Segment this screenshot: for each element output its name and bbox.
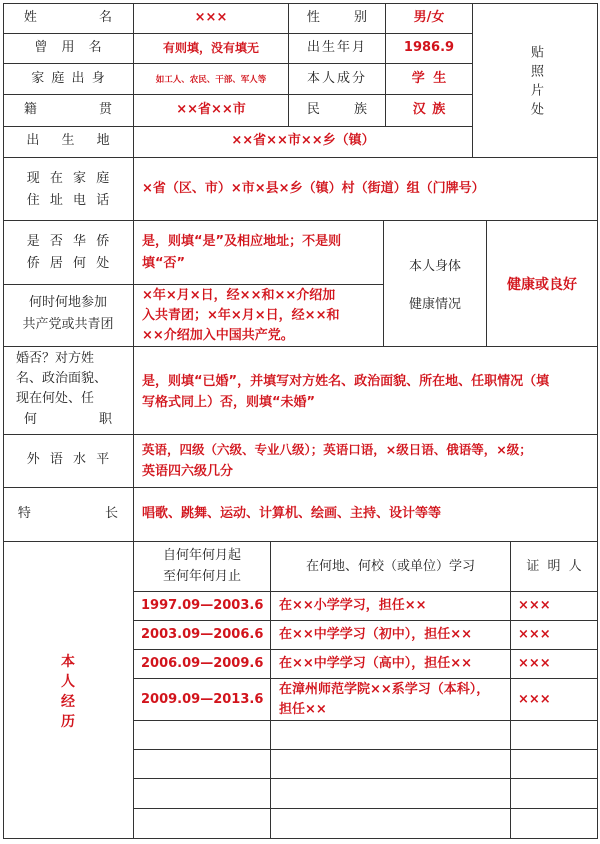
value-birthplace[interactable]: ××省××市××乡（镇）: [231, 133, 375, 148]
value-gender[interactable]: 男/女: [413, 10, 445, 25]
label-experience: 本人经历: [61, 654, 75, 730]
exp-row-period[interactable]: 2003.09—2006.6: [141, 627, 264, 642]
label-former-name: 曾 用 名: [34, 40, 102, 55]
exp-row-where-cont[interactable]: 担任××: [279, 702, 327, 717]
exp-row-where[interactable]: 在××中学学习（高中），担任××: [279, 656, 473, 671]
label-party-2: 共产党或共青团: [22, 317, 114, 332]
label-party-1: 何时何地参加: [28, 295, 107, 310]
value-personal-status[interactable]: 学 生: [411, 71, 447, 86]
exp-header-where: 在何地、何校（或单位）学习: [305, 559, 475, 574]
value-health[interactable]: 健康或良好: [507, 277, 577, 293]
label-family-origin: 家 庭 出 身: [31, 71, 105, 86]
exp-row-where[interactable]: 在××中学学习（初中），担任××: [279, 627, 473, 642]
label-overseas-2: 侨 居 何 处: [26, 256, 110, 271]
label-birth-date: 出生年月: [306, 40, 367, 55]
value-native-place[interactable]: ××省××市: [176, 102, 246, 117]
value-birth-date[interactable]: 1986.9: [403, 40, 455, 55]
exp-empty-row[interactable]: [134, 750, 597, 778]
value-specialty[interactable]: 唱歌、跳舞、运动、计算机、绘画、主持、设计等等: [142, 506, 442, 521]
exp-row-witness[interactable]: ×××: [518, 656, 551, 671]
value-former-name[interactable]: 有则填，没有填无: [162, 41, 259, 55]
value-party-1[interactable]: ×年×月×日，经××和××介绍加: [142, 288, 336, 303]
value-language-1[interactable]: 英语，四级（六级、专业八级）；英语口语，×级日语、俄语等，×级；: [142, 442, 532, 457]
exp-header-witness: 证 明 人: [526, 559, 582, 574]
label-marriage-2: 名、政治面貌、: [16, 371, 108, 386]
exp-empty-row[interactable]: [134, 779, 597, 808]
photo-placeholder: 贴照片处: [528, 45, 543, 121]
exp-row-witness[interactable]: ×××: [518, 598, 551, 613]
value-language-2[interactable]: 英语四六级几分: [142, 464, 234, 479]
exp-header-period-2: 至何年何月止: [162, 569, 241, 584]
exp-empty-row[interactable]: [134, 721, 597, 749]
value-ethnicity[interactable]: 汉 族: [412, 102, 446, 117]
exp-row-where[interactable]: 在漳州师范学院××系学习（本科），: [279, 682, 490, 697]
value-overseas-2[interactable]: 填“否”: [142, 256, 186, 271]
label-overseas-1: 是 否 华 侨: [26, 234, 110, 249]
label-specialty: 特 长: [17, 506, 119, 521]
label-birthplace: 出 生 地: [26, 133, 110, 148]
value-family-origin[interactable]: 如工人、农民、干部、军人等: [155, 75, 267, 85]
label-health-1: 本人身体: [408, 259, 461, 274]
value-address[interactable]: ×省（区、市）×市×县×乡（镇）村（街道）组（门牌号）: [142, 181, 485, 196]
label-personal-status: 本人成分: [306, 71, 367, 86]
label-language: 外 语 水 平: [26, 452, 110, 467]
label-native-place: 籍 贯: [23, 102, 113, 117]
value-name[interactable]: ×××: [194, 10, 228, 25]
exp-row-period[interactable]: 1997.09—2003.6: [141, 598, 264, 613]
value-overseas-1[interactable]: 是，则填“是”及相应地址；不是则: [142, 234, 342, 249]
label-marriage-1: 婚否？对方姓: [16, 351, 95, 366]
label-ethnicity: 民 族: [306, 102, 368, 117]
exp-row-period[interactable]: 2006.09—2009.6: [141, 656, 264, 671]
value-party-3[interactable]: ××介绍加入中国共产党。: [142, 328, 294, 343]
exp-row-period[interactable]: 2009.09—2013.6: [141, 692, 264, 707]
exp-row-witness[interactable]: ×××: [518, 692, 551, 707]
label-address-1: 现 在 家 庭: [26, 171, 110, 186]
value-party-2[interactable]: 入共青团；×年×月×日，经××和: [142, 308, 340, 323]
value-marriage-1[interactable]: 是，则填“已婚”，并填写对方姓名、政治面貌、所在地、任职情况（填: [142, 374, 550, 389]
label-health-2: 健康情况: [408, 297, 461, 312]
exp-row-where[interactable]: 在××小学学习，担任××: [279, 598, 427, 613]
label-name: 姓 名: [23, 10, 113, 25]
label-address-2: 住 址 电 话: [26, 193, 110, 208]
value-marriage-2[interactable]: 写格式同上）否，则填“未婚”: [142, 395, 316, 410]
label-marriage-4: 何 职: [23, 412, 113, 427]
exp-header-period-1: 自何年何月起: [162, 548, 241, 563]
exp-empty-row[interactable]: [134, 809, 597, 838]
label-marriage-3: 现在何处、任: [16, 391, 95, 406]
label-gender: 性 别: [306, 10, 368, 25]
exp-row-witness[interactable]: ×××: [518, 627, 551, 642]
